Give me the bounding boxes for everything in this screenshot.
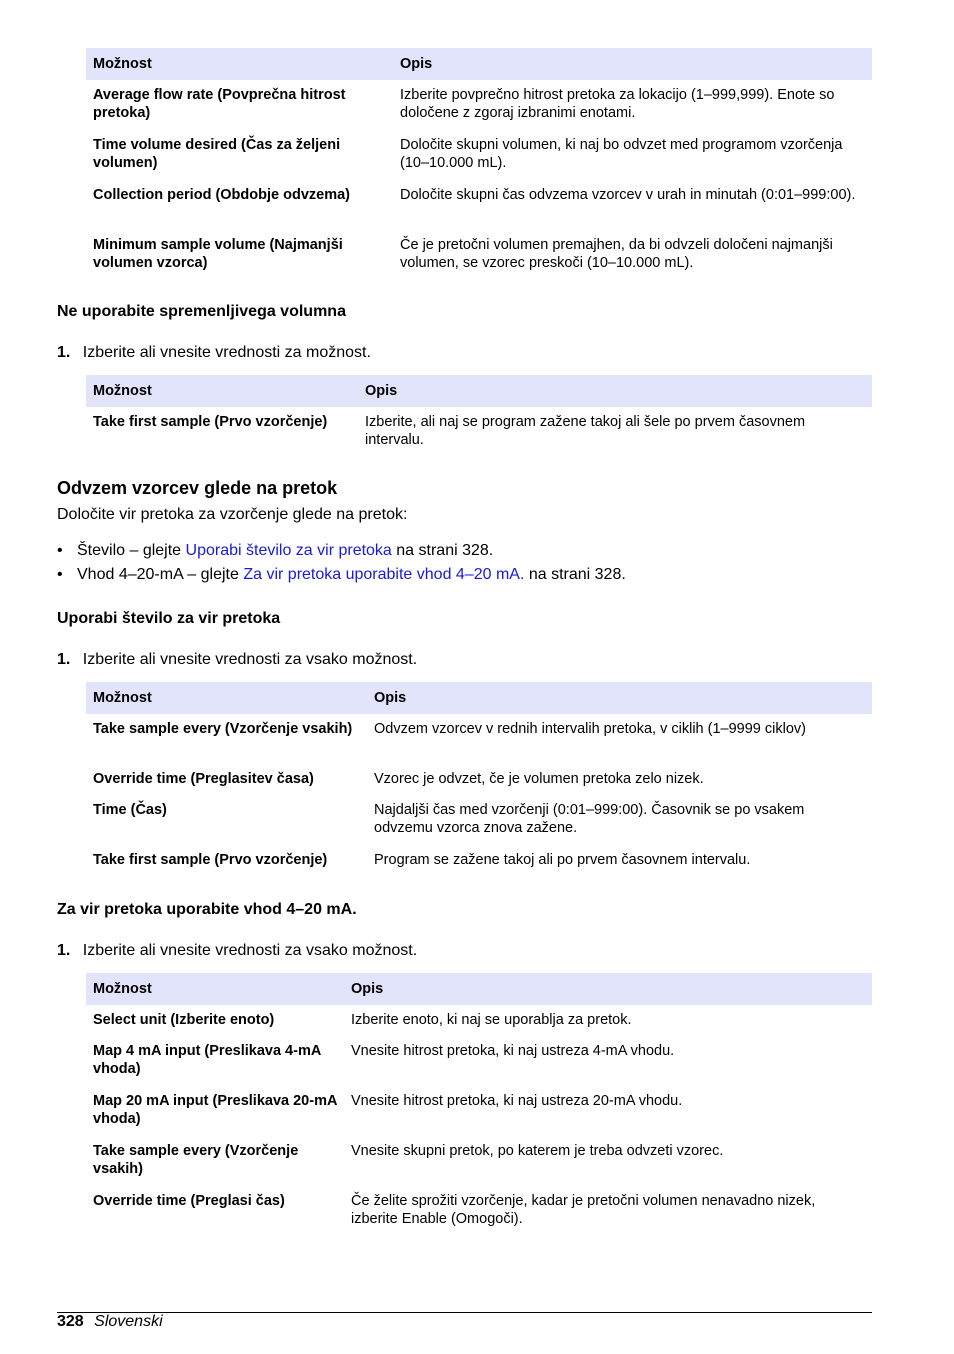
option-name: Take sample every (Vzorčenje vsakih) xyxy=(93,1143,299,1177)
header-option: Možnost xyxy=(86,682,367,714)
options-table-count-flow xyxy=(86,682,872,876)
footer-language: Slovenski xyxy=(94,1313,163,1330)
table-row xyxy=(86,845,872,876)
table-row xyxy=(86,1086,872,1136)
table-row xyxy=(86,795,872,845)
table-row xyxy=(86,1136,872,1186)
step-text: Izberite ali vnesite vrednosti za vsako možnost. xyxy=(82,942,418,959)
bullet-text: na strani 328. xyxy=(524,566,626,583)
option-name: Override time (Preglasitev časa) xyxy=(93,771,314,787)
list-item xyxy=(57,542,626,566)
table-header-row xyxy=(86,48,872,80)
flow-source-list xyxy=(57,542,626,590)
options-table-4-20ma xyxy=(86,973,872,1236)
link-4-20ma-flow-source[interactable]: Za vir pretoka uporabite vhod 4–20 mA. xyxy=(243,566,525,583)
section-intro: Določite vir pretoka za vzorčenje glede na pretok: xyxy=(57,506,408,523)
option-name: Override time (Preglasi čas) xyxy=(93,1193,285,1209)
table-header-row xyxy=(86,375,872,407)
option-name: Take sample every (Vzorčenje vsakih) xyxy=(93,721,353,737)
header-description: Opis xyxy=(344,973,872,1005)
bullet-text: Število – glejte xyxy=(77,542,186,559)
option-name: Time volume desired (Čas za željeni volumen) xyxy=(93,137,341,171)
bullet-text: Vhod 4–20-mA – glejte xyxy=(77,566,244,583)
option-name: Take first sample (Prvo vzorčenje) xyxy=(93,414,328,430)
table-row xyxy=(86,1005,872,1036)
bullet-text: na strani 328. xyxy=(391,542,494,559)
step xyxy=(57,942,417,960)
page-footer xyxy=(57,1313,163,1331)
page-number: 328 xyxy=(57,1313,84,1330)
table-row xyxy=(86,130,872,180)
option-description: Vnesite hitrost pretoka, ki naj ustreza 20-mA vhodu. xyxy=(351,1093,683,1109)
header-option: Možnost xyxy=(86,375,358,407)
option-description: Vnesite hitrost pretoka, ki naj ustreza 4-mA vhodu. xyxy=(351,1043,675,1059)
step-number: 1. xyxy=(57,651,71,668)
option-description: Izberite enoto, ki naj se uporablja za pretok. xyxy=(351,1012,632,1028)
option-description: Vnesite skupni pretok, po katerem je treba odvzeti vzorec. xyxy=(351,1143,724,1159)
option-description: Izberite povprečno hitrost pretoka za lokacijo (1–999,999). Enote so določene z zgoraj izbranimi enotami. xyxy=(400,87,835,121)
option-name: Take first sample (Prvo vzorčenje) xyxy=(93,852,328,868)
option-name: Collection period (Obdobje odvzema) xyxy=(93,187,350,203)
table-row xyxy=(86,1036,872,1086)
option-description: Če je pretočni volumen premajhen, da bi odvzeli določeni najmanjši volumen, se vzorec preskoči (10–10.000 mL). xyxy=(400,237,833,271)
table-row xyxy=(86,180,872,230)
option-description: Izberite, ali naj se program zažene takoj ali šele po prvem časovnem intervalu. xyxy=(365,414,806,448)
table-row xyxy=(86,1186,872,1236)
table-header-row xyxy=(86,973,872,1005)
section-heading-count-flow-source: Uporabi število za vir pretoka xyxy=(57,610,281,627)
table-row xyxy=(86,764,872,795)
option-name: Map 20 mA input (Preslikava 20-mA vhoda) xyxy=(93,1093,337,1127)
step xyxy=(57,651,417,669)
table-header-row xyxy=(86,682,872,714)
step-text: Izberite ali vnesite vrednosti za možnost. xyxy=(82,344,371,361)
option-name: Minimum sample volume (Najmanjši volumen vzorca) xyxy=(93,237,343,271)
step xyxy=(57,344,371,362)
option-description: Najdaljši čas med vzorčenji (0:01–999:00). Časovnik se po vsakem odvzemu vzorca znova zažene. xyxy=(374,802,805,836)
step-number: 1. xyxy=(57,344,71,361)
option-name: Map 4 mA input (Preslikava 4-mA vhoda) xyxy=(93,1043,321,1077)
section-heading-flow-sampling: Odvzem vzorcev glede na pretok xyxy=(57,478,338,498)
options-table-first-sample xyxy=(86,375,872,457)
header-description: Opis xyxy=(367,682,872,714)
option-description: Če želite sprožiti vzorčenje, kadar je pretočni volumen nenavadno nizek, izberite Enable (Omogoči). xyxy=(351,1193,816,1227)
table-row xyxy=(86,714,872,764)
option-name: Time (Čas) xyxy=(93,802,167,818)
step-text: Izberite ali vnesite vrednosti za vsako možnost. xyxy=(82,651,418,668)
header-option: Možnost xyxy=(86,48,393,80)
option-description: Vzorec je odvzet, če je volumen pretoka zelo nizek. xyxy=(374,771,704,787)
table-row xyxy=(86,230,872,280)
header-description: Opis xyxy=(393,48,872,80)
option-name: Select unit (Izberite enoto) xyxy=(93,1012,275,1028)
footer-divider xyxy=(57,1312,872,1313)
section-heading-4-20ma-flow-source: Za vir pretoka uporabite vhod 4–20 mA. xyxy=(57,901,357,918)
table-row xyxy=(86,407,872,457)
list-item xyxy=(57,566,626,590)
options-table-average-flow xyxy=(86,48,872,280)
header-option: Možnost xyxy=(86,973,344,1005)
option-description: Določite skupni volumen, ki naj bo odvzet med programom vzorčenja (10–10.000 mL). xyxy=(400,137,843,171)
option-description: Program se zažene takoj ali po prvem časovnem intervalu. xyxy=(374,852,751,868)
option-description: Določite skupni čas odvzema vzorcev v urah in minutah (0:01–999:00). xyxy=(400,187,856,203)
table-row xyxy=(86,80,872,130)
link-count-flow-source[interactable]: Uporabi število za vir pretoka xyxy=(185,542,392,559)
section-heading-variable-volume: Ne uporabite spremenljivega volumna xyxy=(57,303,346,320)
option-description: Odvzem vzorcev v rednih intervalih pretoka, v ciklih (1–9999 ciklov) xyxy=(374,721,806,737)
header-description: Opis xyxy=(358,375,872,407)
option-name: Average flow rate (Povprečna hitrost pretoka) xyxy=(93,87,346,121)
step-number: 1. xyxy=(57,942,71,959)
